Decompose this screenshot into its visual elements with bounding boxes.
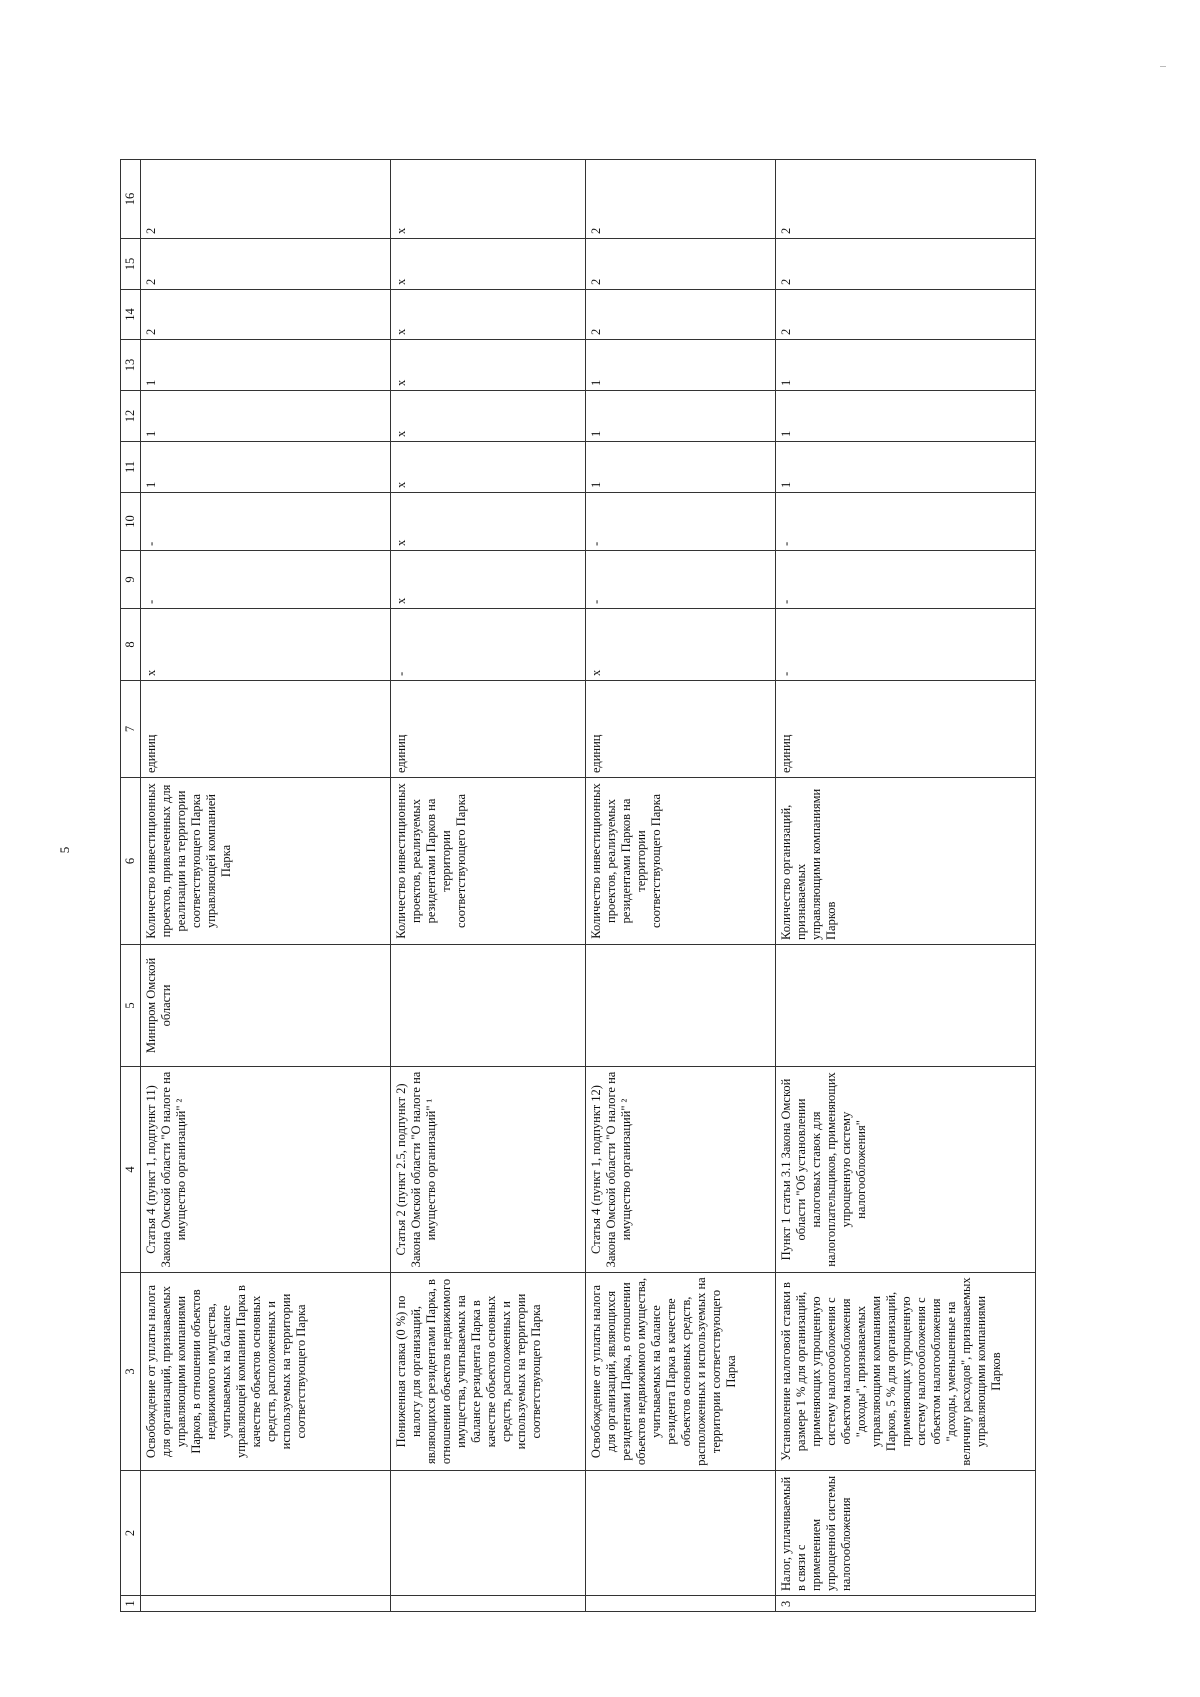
- col-header: 1: [121, 1596, 141, 1612]
- relief-description: Освобождение от уплаты налога для организаций, признаваемых управляющими компаниями Парков, в отношении объектов недвижимого имущества, учитываемых на балансе управляющей компании Парка в качестве объектов основных средств, расположенных и используемых на территории соответствующего Парка: [141, 1273, 391, 1471]
- row-number: [586, 1596, 776, 1612]
- scan-mark: [1160, 66, 1166, 67]
- unit: единиц: [586, 681, 776, 778]
- relief-description: Освобождение от уплаты налога для организаций, являющихся резидентами Парка, в отношении объектов недвижимого имущества, учитываемых на балансе резидента Парка в качестве объектов основных средств, расположенных и используемых на территории соответствующего Парка: [586, 1273, 776, 1471]
- value-cell: x: [391, 239, 586, 290]
- row-number: 3: [776, 1596, 1036, 1612]
- value-cell: x: [586, 609, 776, 681]
- value-cell: 1: [776, 340, 1036, 391]
- legal-basis: Пункт 1 статьи 3.1 Закона Омской области "Об установлении налоговых ставок для налогоплательщиков, применяющих упрощенную систему налогообложения": [776, 1067, 1036, 1273]
- unit: единиц: [776, 681, 1036, 778]
- value-cell: 2: [141, 290, 391, 340]
- value-cell: -: [776, 551, 1036, 609]
- value-cell: 2: [776, 239, 1036, 290]
- legal-basis: Статья 4 (пункт 1, подпункт 11) Закона Омской области "О налоге на имущество организаций" ²: [141, 1067, 391, 1273]
- value-cell: 1: [141, 442, 391, 493]
- indicator-name: Количество инвестиционных проектов, реализуемых резидентами Парков на территории соответствующего Парка: [586, 778, 776, 945]
- value-cell: -: [776, 609, 1036, 681]
- value-cell: 2: [776, 160, 1036, 239]
- value-cell: x: [391, 290, 586, 340]
- legal-basis: Статья 2 (пункт 2.5, подпункт 2) Закона Омской области "О налоге на имущество организаций" ¹: [391, 1067, 586, 1273]
- value-cell: -: [141, 493, 391, 551]
- col-header: 11: [121, 442, 141, 493]
- col-header: 10: [121, 493, 141, 551]
- tax-name: [141, 1471, 391, 1596]
- value-cell: -: [586, 551, 776, 609]
- tax-name: [391, 1471, 586, 1596]
- col-header: 2: [121, 1471, 141, 1596]
- value-cell: 1: [141, 340, 391, 391]
- col-header: 13: [121, 340, 141, 391]
- value-cell: -: [776, 493, 1036, 551]
- responsible-body: Минпром Омской области: [141, 945, 391, 1067]
- col-header: 3: [121, 1273, 141, 1471]
- row-number: [141, 1596, 391, 1612]
- col-header: 8: [121, 609, 141, 681]
- value-cell: 1: [586, 391, 776, 442]
- responsible-body: [776, 945, 1036, 1067]
- indicator-name: Количество организаций, признаваемых управляющими компаниями Парков: [776, 778, 1036, 945]
- col-header: 14: [121, 290, 141, 340]
- rotated-table-page: [120, 160, 1105, 1612]
- value-cell: 1: [776, 391, 1036, 442]
- value-cell: x: [391, 391, 586, 442]
- col-header: 12: [121, 391, 141, 442]
- tax-name: Налог, уплачиваемый в связи с применением упрощенной системы налогообложения: [776, 1471, 1036, 1596]
- responsible-body: [586, 945, 776, 1067]
- col-header: 16: [121, 160, 141, 239]
- value-cell: x: [391, 551, 586, 609]
- table-row: [586, 160, 776, 1612]
- col-header: 5: [121, 945, 141, 1067]
- table-row: [141, 160, 391, 1612]
- indicator-name: Количество инвестиционных проектов, привлеченных для реализации на территории соответствующего Парка управляющей компанией Парка: [141, 778, 391, 945]
- legal-basis: Статья 4 (пункт 1, подпункт 12) Закона Омской области "О налоге на имущество организаций" ²: [586, 1067, 776, 1273]
- col-header: 15: [121, 239, 141, 290]
- col-header: 9: [121, 551, 141, 609]
- value-cell: 1: [586, 442, 776, 493]
- table-row: [391, 160, 586, 1612]
- col-header: 7: [121, 681, 141, 778]
- value-cell: 2: [586, 239, 776, 290]
- page-number: 5: [57, 846, 72, 854]
- value-cell: 2: [776, 290, 1036, 340]
- value-cell: -: [391, 609, 586, 681]
- value-cell: 2: [141, 239, 391, 290]
- indicator-name: Количество инвестиционных проектов, реализуемых резидентами Парков на территории соответствующего Парка: [391, 778, 586, 945]
- value-cell: -: [586, 493, 776, 551]
- value-cell: x: [391, 442, 586, 493]
- value-cell: 1: [586, 340, 776, 391]
- relief-description: Пониженная ставка (0 %) по налогу для организаций, являющихся резидентами Парка, в отношении объектов недвижимого имущества, учитываемых на балансе резидента Парка в качестве объектов основных средств, расположенных и используемых на территории соответствующего Парка: [391, 1273, 586, 1471]
- value-cell: x: [141, 609, 391, 681]
- value-cell: 2: [586, 160, 776, 239]
- value-cell: -: [141, 551, 391, 609]
- relief-description: Установление налоговой ставки в размере 1 % для организаций, применяющих упрощенную систему налогообложения с объектом налогообложения "доходы", признаваемых управляющими компаниями Парков, 5 % для организаций, применяющих упрощенную систему налогообложения с объектом налогообложения "доходы, уменьшенные на величину расходов", признаваемых управляющими компаниями Парков: [776, 1273, 1036, 1471]
- value-cell: 1: [141, 391, 391, 442]
- col-header: 6: [121, 778, 141, 945]
- unit: единиц: [141, 681, 391, 778]
- value-cell: x: [391, 493, 586, 551]
- unit: единиц: [391, 681, 586, 778]
- tax-expenditure-table: [120, 159, 1036, 1612]
- column-number-row: [121, 160, 141, 1612]
- value-cell: 1: [776, 442, 1036, 493]
- col-header: 4: [121, 1067, 141, 1273]
- row-number: [391, 1596, 586, 1612]
- tax-name: [586, 1471, 776, 1596]
- value-cell: 2: [141, 160, 391, 239]
- value-cell: 2: [586, 290, 776, 340]
- value-cell: x: [391, 160, 586, 239]
- table-row: [776, 160, 1036, 1612]
- value-cell: x: [391, 340, 586, 391]
- responsible-body: [391, 945, 586, 1067]
